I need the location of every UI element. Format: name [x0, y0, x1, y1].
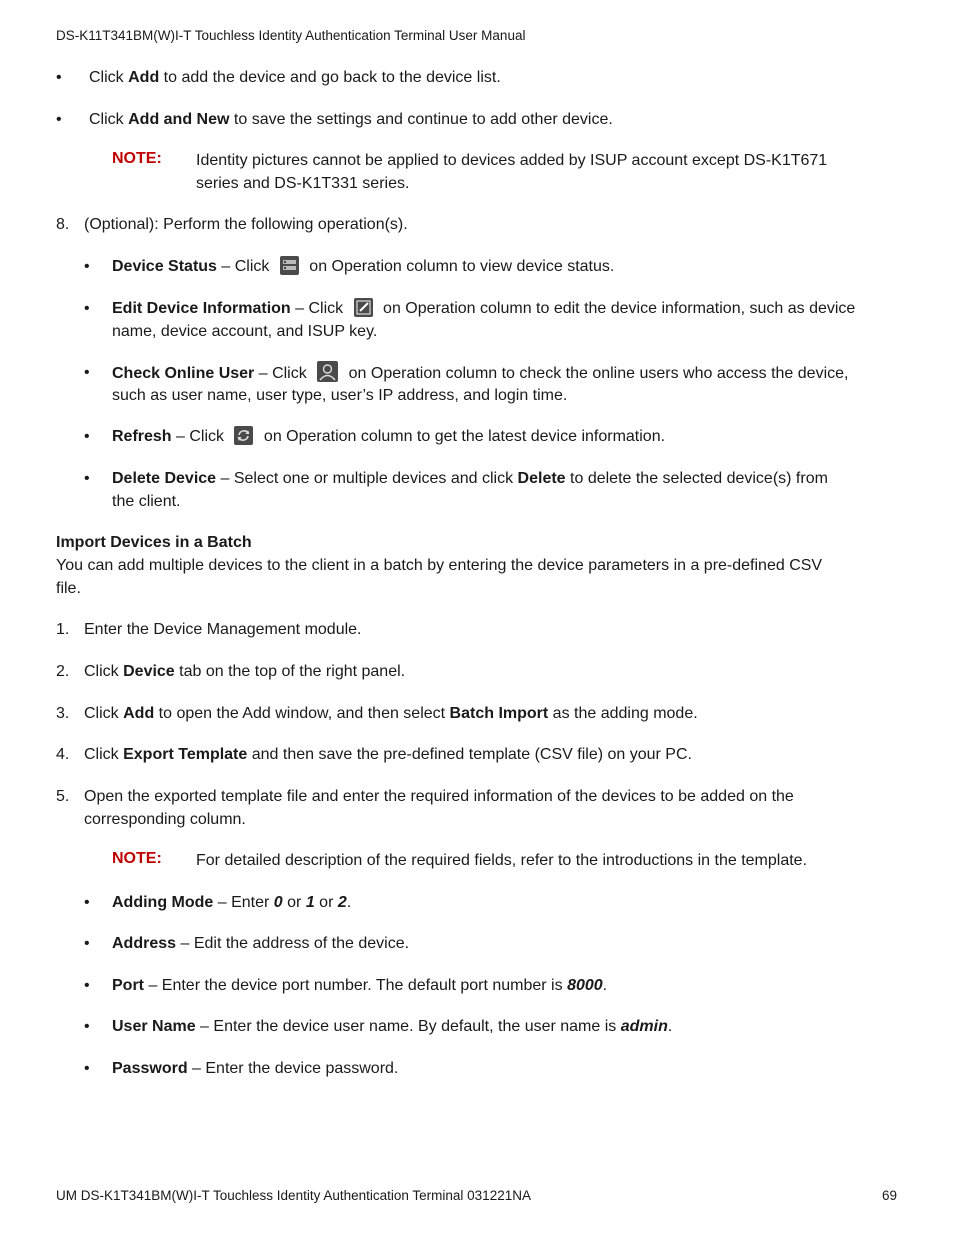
- field-address: • Address – Edit the address of the device.: [84, 935, 410, 952]
- step-item: 3. Click Add to open the Add window, and then select Batch Import as the adding mode.: [56, 705, 698, 722]
- note-text: For detailed description of the required fields, refer to the introductions in the template.: [196, 852, 808, 869]
- list-item: • Click Add to add the device and go back to the device list.: [56, 69, 501, 86]
- page-footer: UM DS-K1T341BM(W)I-T Touchless Identity Authentication Terminal 031221NA: [56, 1188, 531, 1203]
- refresh-icon: [234, 426, 253, 445]
- bullet: •: [56, 69, 62, 86]
- note-label: NOTE:: [112, 150, 162, 167]
- page-header: DS-K11T341BM(W)I-T Touchless Identity Authentication Terminal User Manual: [56, 28, 526, 43]
- operation-device-status: • Device Status – Click on Operation column to view device status.: [84, 258, 615, 275]
- operation-check-online-user: • Check Online User – Click on Operation column to check the online users who access the device, such as user name, user type, user’s IP address, and login time.: [84, 361, 90, 384]
- field-user-name: • User Name – Enter the device user name. By default, the user name is admin.: [84, 1018, 673, 1035]
- step-item: 1. Enter the Device Management module.: [56, 621, 362, 638]
- device-status-icon: [280, 256, 299, 275]
- bullet: •: [56, 111, 62, 128]
- step-item: 8. (Optional): Perform the following operation(s).: [56, 216, 408, 233]
- operation-edit-device: • Edit Device Information – Click on Operation column to edit the device information, such as device name, device account, and ISUP key.: [84, 300, 856, 340]
- page-number: 69: [882, 1188, 898, 1203]
- note-text: Identity pictures cannot be applied to devices added by ISUP account except DS-K1T671 series and DS-K1T331 series.: [196, 152, 828, 192]
- list-item: • Click Add and New to save the settings and continue to add other device.: [56, 111, 613, 128]
- step-item: 2. Click Device tab on the top of the right panel.: [56, 663, 406, 680]
- operation-delete-device: • Delete Device – Select one or multiple devices and click Delete to delete the selected device(s) from the client.: [84, 470, 828, 510]
- field-password: • Password – Enter the device password.: [84, 1060, 399, 1077]
- section-intro: You can add multiple devices to the client in a batch by entering the device parameters in a pre-defined CSV file.: [56, 557, 823, 597]
- field-adding-mode: • Adding Mode – Enter 0 or 1 or 2.: [84, 894, 352, 911]
- field-port: • Port – Enter the device port number. The default port number is 8000.: [84, 977, 608, 994]
- note-label: NOTE:: [112, 850, 162, 867]
- user-icon: [317, 361, 338, 382]
- section-heading: Import Devices in a Batch: [56, 534, 252, 551]
- step-item: 5. Open the exported template file and enter the required information of the devices to be added on the corresponding column.: [56, 788, 794, 828]
- step-item: 4. Click Export Template and then save the pre-defined template (CSV file) on your PC.: [56, 746, 692, 763]
- edit-icon: [354, 298, 373, 317]
- operation-refresh: • Refresh – Click on Operation column to get the latest device information.: [84, 428, 666, 445]
